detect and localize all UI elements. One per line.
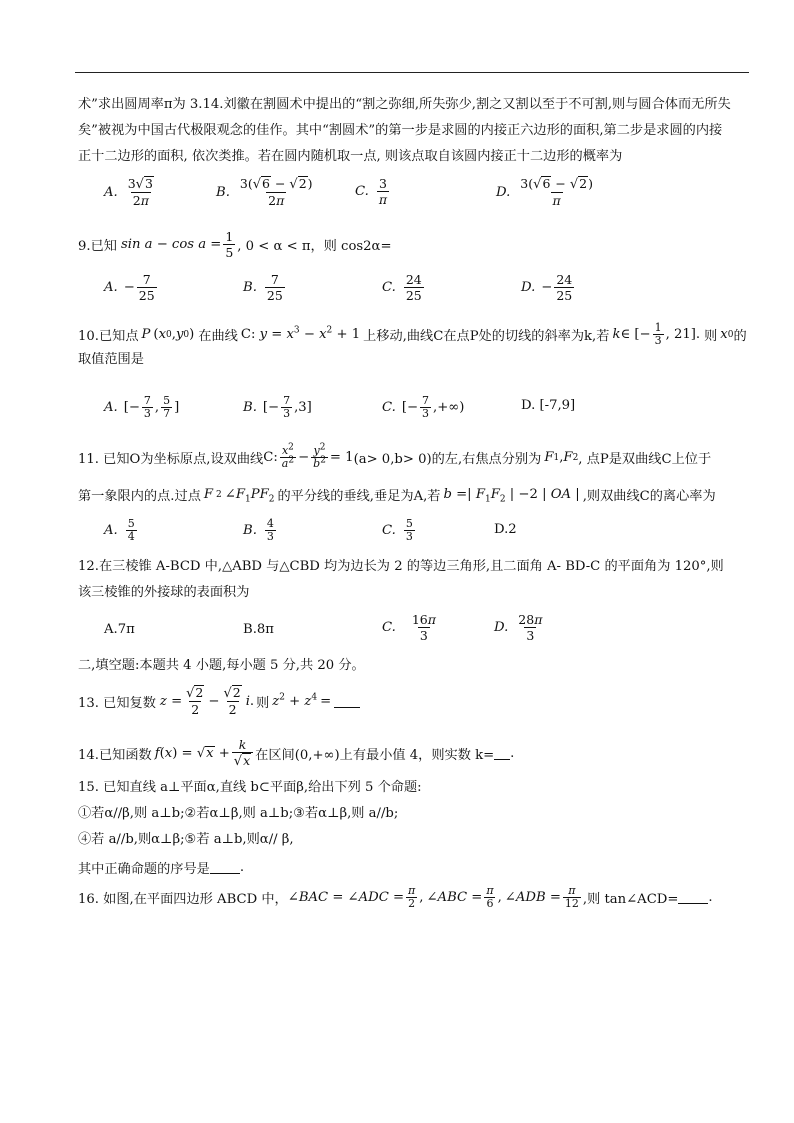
q15-line-3: ④若 a//b,则α⊥β;⑤若 a⊥b,则α// β, <box>78 832 294 847</box>
q13-stem: 13. 已知复数 z = $\frac{√2}{2}$ − $\frac{√2}{2}$ i . 则 $z^2 + z^4$ = <box>78 685 360 717</box>
q10-option-b: B. [− $\frac{7}{3}$ ,3] <box>243 394 312 420</box>
q9-option-b: B. $\frac{7}{25}$ <box>243 272 283 303</box>
q15-answer-blank[interactable] <box>210 861 240 874</box>
header-rule <box>75 72 749 73</box>
q11-option-c: C. $\frac{5}{3}$ <box>382 517 413 543</box>
q9-option-a: A. − $\frac{7}{25}$ <box>104 272 155 303</box>
q11-line-2: 第一象限内的点.过点 F 2 $\angle F_1PF_2$ 的平分线的垂线,垂足为A,若 b =| $F_1F_2$ | −2 | OA | ,则双曲线C的离心率为 <box>78 487 716 505</box>
q8-option-b: B. $\frac{3(√6 - √2)}{2\pi}$ <box>216 176 313 208</box>
q8-line-1: 术”求出圆周率π为 3.14.刘徽在割圆术中提出的“割之弥细,所失弥少,割之又割以至于不可割,则与圆合体而无所失 <box>78 97 731 112</box>
q15-line-1: 15. 已知直线 a⊥平面α,直线 b⊂平面β,给出下列 5 个命题: <box>78 780 422 795</box>
q12-option-d: D. $\frac{28\pi}{3}$ <box>494 612 543 643</box>
q10-option-d: D. [-7,9] <box>521 398 576 413</box>
q10-option-a: A. [− $\frac{7}{3}$ , $\frac{5}{7}$ ] <box>104 394 180 420</box>
section-heading: 二,填空题:本题共 4 小题,每小题 5 分,共 20 分。 <box>78 658 365 673</box>
q12-option-a: A.7π <box>104 622 135 637</box>
q9-option-c: C. $\frac{24}{25}$ <box>382 272 422 303</box>
q8-option-c: C. $\frac{3}{\pi}$ <box>355 176 388 207</box>
q12-option-b: B.8π <box>243 622 274 637</box>
q11-option-d: D.2 <box>494 522 517 537</box>
q13-answer-blank[interactable] <box>334 695 360 708</box>
q14-stem: 14.已知函数 f(x) = √x + $\frac{k}{√x}$ 在区间(0,+∞)上有最小值 4，则实数 k= . <box>78 737 515 769</box>
q14-answer-blank[interactable] <box>494 747 510 760</box>
q11-stem: 11. 已知O为坐标原点,设双曲线 C: $\frac{x^2}{a^2}$ − $\frac{y^2}{b^2}$ = 1 (a> 0,b> 0)的左,右焦点分别为 F 1 , F 2 , 点P是双曲线C上位于 <box>78 442 712 470</box>
q9-option-d: D. − $\frac{24}{25}$ <box>521 272 573 303</box>
q8-option-a: A. $\frac{3√3}{2\pi}$ <box>104 176 153 208</box>
q15-line-2: ①若α//β,则 a⊥b;②若α⊥β,则 a⊥b;③若α⊥β,则 a//b; <box>78 806 399 821</box>
q8-option-d: D. $\frac{3(√6 - √2)}{\pi}$ <box>496 176 593 208</box>
q11-option-a: A. $\frac{5}{4}$ <box>104 517 135 543</box>
q12-option-c: C. $\frac{16\pi}{3}$ <box>382 612 436 643</box>
q16-answer-blank[interactable] <box>678 891 708 904</box>
q10-line-2: 取值范围是 <box>78 352 144 367</box>
q11-option-b: B. $\frac{4}{3}$ <box>243 517 274 543</box>
q16-stem: 16. 如图,在平面四边形 ABCD 中， ∠BAC = ∠ADC = $\frac{\pi}{2}$ , ∠ABC = $\frac{\pi}{6}$ , ∠ADB = $\frac{\pi}{12}$ ,则 tan∠ACD= . <box>78 884 713 910</box>
q10-stem: 10.已知点 P ( x 0 , y 0 ) 在曲线 C: $y = x^3 - x^2 + 1$ 上移动,曲线C在点P处的切线的斜率为k,若 k ∈ [− $\frac{1}{3}$ , 21]. 则 x 0 的 <box>78 321 747 347</box>
q8-line-3: 正十二边形的面积, 依次类推。若在圆内随机取一点, 则该点取自该圆内接正十二边形的概率为 <box>78 149 623 164</box>
q10-option-c: C. [− $\frac{7}{3}$ ,+∞) <box>382 394 465 420</box>
q12-line-1: 12.在三棱锥 A-BCD 中,△ABD 与△CBD 均为边长为 2 的等边三角形,且二面角 A- BD-C 的平面角为 120°,则 <box>78 559 724 574</box>
q8-line-2: 矣”被视为中国古代极限观念的佳作。其中“割圆术”的第一步是求圆的内接正六边形的面积,第二步是求圆的内接 <box>78 123 723 138</box>
q15-line-4: 其中正确命题的序号是 . <box>78 860 245 877</box>
q9-stem: 9.已知 sin a − cos a = $\frac{1}{5}$ , 0 < α < π，则 cos2α= <box>78 229 392 260</box>
q12-line-2: 该三棱锥的外接球的表面积为 <box>78 585 250 600</box>
